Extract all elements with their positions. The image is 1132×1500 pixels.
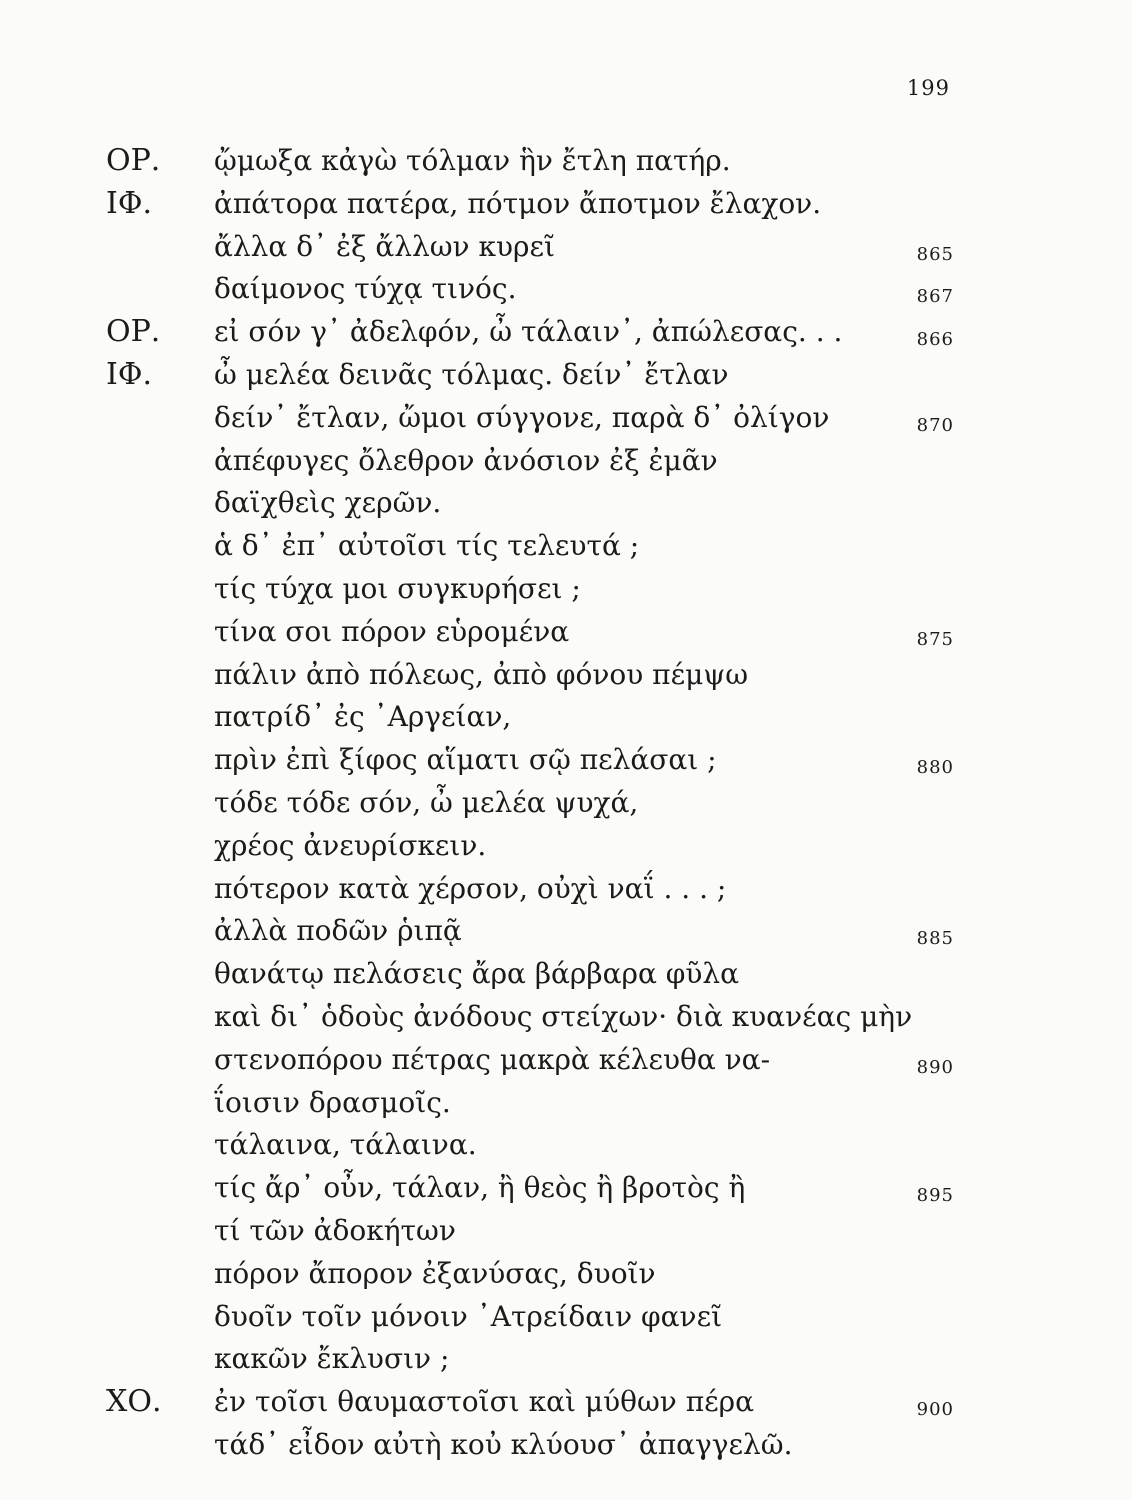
verse-text-line: δυοῖν τοῖν μόνοιν ᾽Ατρείδαιν φανεῖ [214, 1299, 723, 1333]
verse-text-line: πότερον κατὰ χέρσον, οὐχὶ ναΐ . . . ; [214, 871, 727, 905]
verse-text-line: τάδ᾽ εἶδον αὐτὴ κοὐ κλύουσ᾽ ἀπαγγελῶ. [214, 1427, 793, 1461]
verse-line [0, 696, 1132, 739]
verse-text-line: ἁ δ᾽ ἐπ᾽ αὐτοῖσι τίς τελευτά ; [214, 529, 640, 563]
verse-line [0, 1039, 1132, 1082]
verse-text-line: ἀπάτορα πατέρα, πότμον ἄποτμον ἔλαχον. [214, 186, 822, 220]
line-number: 875 [916, 628, 954, 650]
verse-line [0, 440, 1132, 483]
verse-text-line: δείν᾽ ἔτλαν, ὤμοι σύγγονε, παρὰ δ᾽ ὀλίγον [214, 400, 830, 434]
verse-line [0, 183, 1132, 226]
verse-text-line: ἄλλα δ᾽ ἐξ ἄλλων κυρεῖ [214, 229, 555, 263]
verse-line [0, 1338, 1132, 1381]
speaker-label: ΟΡ. [106, 143, 161, 178]
verse-line [0, 311, 1132, 354]
line-number: 866 [916, 329, 954, 351]
verse-line [0, 1082, 1132, 1125]
verse-text-line: καὶ δι᾽ ὁδοὺς ἀνόδους στείχων· διὰ κυανέας μὴν [214, 999, 913, 1033]
verse-line [0, 1210, 1132, 1253]
verse-line [0, 953, 1132, 996]
verse-line [0, 568, 1132, 611]
verse-text-line: τόδε τόδε σόν, ὦ μελέα ψυχά, [214, 785, 639, 819]
verse-line [0, 1253, 1132, 1296]
line-number: 885 [916, 928, 954, 950]
verse-line [0, 1424, 1132, 1467]
verse-text-line: ΐοισιν δρασμοῖς. [214, 1085, 451, 1119]
line-number: 895 [916, 1185, 954, 1207]
page-number: 199 [906, 76, 950, 100]
verse-text [0, 140, 1132, 1467]
verse-text-line: ἀλλὰ ποδῶν ῥιπᾷ [214, 914, 462, 948]
verse-text-line: θανάτῳ πελάσεις ἄρα βάρβαρα φῦλα [214, 957, 740, 991]
verse-text-line: δαίμονος τύχᾳ τινός. [214, 272, 517, 306]
verse-line [0, 654, 1132, 697]
speaker-label: ΟΡ. [106, 314, 161, 350]
verse-text-line: στενοπόρου πέτρας μακρὰ κέλευθα να- [214, 1042, 771, 1076]
verse-text-line: τί τῶν ἀδοκήτων [214, 1213, 456, 1247]
speaker-label: ΙΦ. [106, 356, 152, 392]
line-number: 890 [916, 1056, 954, 1078]
verse-text-line: πρὶν ἐπὶ ξίφος αἵματι σῷ πελάσαι ; [214, 743, 717, 777]
verse-line [0, 611, 1132, 654]
verse-line [0, 354, 1132, 397]
speaker-label: ΙΦ. [106, 185, 152, 221]
verse-line [0, 782, 1132, 825]
verse-text-line: ἀπέφυγες ὄλεθρον ἀνόσιον ἐξ ἐμᾶν [214, 443, 718, 477]
line-number: 870 [916, 414, 954, 436]
verse-line [0, 397, 1132, 440]
verse-text-line: χρέος ἀνευρίσκειν. [214, 828, 487, 862]
speaker-label: ΧΟ. [106, 1384, 162, 1420]
verse-line [0, 1381, 1132, 1424]
verse-line [0, 226, 1132, 269]
verse-text-line: τάλαινα, τάλαινα. [214, 1128, 477, 1162]
verse-line [0, 825, 1132, 868]
verse-text-line: πόρον ἄπορον ἐξανύσας, δυοῖν [214, 1256, 656, 1290]
verse-text-line: κακῶν ἔκλυσιν ; [214, 1342, 450, 1376]
verse-line [0, 1124, 1132, 1167]
verse-text-line: πάλιν ἀπὸ πόλεως, ἀπὸ φόνου πέμψω [214, 657, 749, 691]
verse-text-line: τίς ἄρ᾽ οὖν, τάλαν, ἢ θεὸς ἢ βροτὸς ἢ [214, 1171, 746, 1205]
verse-text-line: ᾤμωξα κἀγὼ τόλμαν ἣν ἔτλη πατήρ. [214, 144, 731, 177]
verse-line [0, 140, 1132, 183]
line-number: 880 [916, 757, 954, 779]
verse-line [0, 739, 1132, 782]
verse-line [0, 482, 1132, 525]
verse-text-line: δαϊχθεὶς χερῶν. [214, 486, 442, 520]
verse-text-line: ἐν τοῖσι θαυμαστοῖσι καὶ μύθων πέρα [214, 1385, 754, 1419]
verse-line [0, 910, 1132, 953]
verse-text-line: εἰ σόν γ᾽ ἀδελφόν, ὦ τάλαιν᾽, ἀπώλεσας. . . [214, 315, 843, 349]
verse-line [0, 868, 1132, 911]
verse-text-line: ὦ μελέα δεινᾶς τόλμας. δείν᾽ ἔτλαν [214, 357, 729, 391]
verse-line [0, 1167, 1132, 1210]
verse-line [0, 1296, 1132, 1339]
verse-text-line: τίνα σοι πόρον εὑρομένα [214, 614, 570, 648]
line-number: 867 [916, 286, 954, 308]
line-number: 865 [916, 243, 954, 265]
line-number: 900 [916, 1399, 954, 1421]
verse-text-line: τίς τύχα μοι συγκυρήσει ; [214, 571, 581, 605]
verse-line [0, 268, 1132, 311]
verse-text-line: πατρίδ᾽ ἐς ᾽Αργείαν, [214, 700, 512, 734]
verse-line [0, 996, 1132, 1039]
verse-line [0, 525, 1132, 568]
